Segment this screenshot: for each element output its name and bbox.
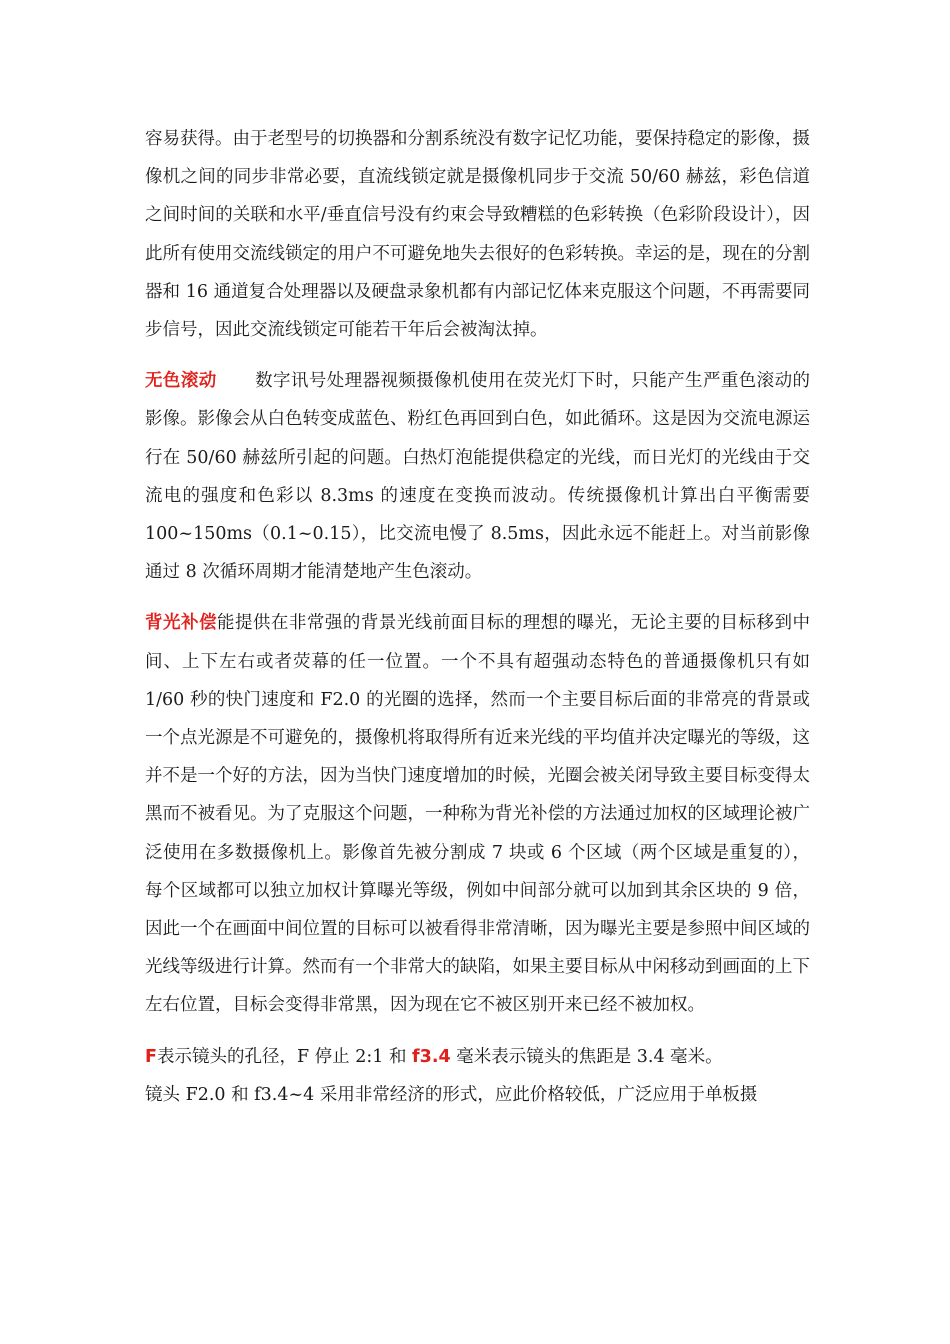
heading-f: F [145,1046,157,1067]
lens-price-line: 镜头 F2.0 和 f3.4~4 采用非常经济的形式，应此价格较低，广泛应用于单板摄 [145,1084,758,1105]
lens-aperture-text-a: 表示镜头的孔径，F 停止 2:1 和 [156,1046,413,1067]
paragraph-backlight-compensation [145,604,810,1024]
lens-aperture-text-b: 毫米表示镜头的焦距是 3.4 毫米。 [450,1046,723,1067]
paragraph-lens-aperture [145,1038,810,1114]
paragraph-color-rolling-text: 数字讯号处理器视频摄像机使用在荧光灯下时，只能产生严重色滚动的影像。影像会从白色转变成蓝色、粉红色再回到白色，如此循环。这是因为交流电源运行在 50/60 赫兹所引起的问题。白热灯泡能提供稳定的光线，而日光灯的光线由于交流电的强度和色彩以 8.3ms 的速度在变换而波动。传统摄像机计算出白平衡需要 100~150ms（0.1~0.15），比交流电慢了 8.5ms，因此永远不能赶上。对当前影像通过 8 次循环周期才能清楚地产生色滚动。 [145,371,811,583]
lens-aperture-line [145,1038,810,1076]
heading-f34: f3.4 [412,1046,451,1067]
paragraph-ac-line-lock: 容易获得。由于老型号的切换器和分割系统没有数字记忆功能，要保持稳定的影像，摄像机之间的同步非常必要，直流线锁定就是摄像机同步于交流 50/60 赫兹，彩色信道之间时间的关联和水平/垂直信号没有约束会导致糟糕的色彩转换（色彩阶段设计），因此所有使用交流线锁定的用户不可避免地失去很好的色彩转换。幸运的是，现在的分割器和 16 通道复合处理器以及硬盘录象机都有内部记忆体来克服这个问题，不再需要同步信号，因此交流线锁定可能若干年后会被淘汰掉。 [145,129,810,341]
document-page [145,120,810,1114]
paragraph-backlight-compensation-text: 能提供在非常强的背景光线前面目标的理想的曝光，无论主要的目标移到中间、上下左右或者荧幕的任一位置。一个不具有超强动态特色的普通摄像机只有如 1/60 秒的快门速度和 F2.0 的光圈的选择，然而一个主要目标后面的非常亮的背景或一个点光源是不可避免的，摄像机将取得所有近来光线的平均值并决定曝光的等级，这并不是一个好的方法，因为当快门速度增加的时候，光圈会被关闭导致主要目标变得太黑而不被看见。为了克服这个问题，一种称为背光补偿的方法通过加权的区域理论被广泛使用在多数摄像机上。影像首先被分割成 7 块或 6 个区域（两个区域是重复的），每个区域都可以独立加权计算曝光等级，例如中间部分就可以加到其余区块的 9 倍，因此一个在画面中间位置的目标可以被看得非常清晰，因为曝光主要是参照中间区域的光线等级进行计算。然而有一个非常大的缺陷，如果主要目标从中闲移动到画面的上下左右位置，目标会变得非常黑，因为现在它不被区别开来已经不被加权。 [145,613,811,1016]
heading-color-rolling: 无色滚动 [145,371,217,392]
paragraph-color-rolling [145,362,810,591]
heading-backlight-compensation: 背光补偿 [145,613,217,634]
